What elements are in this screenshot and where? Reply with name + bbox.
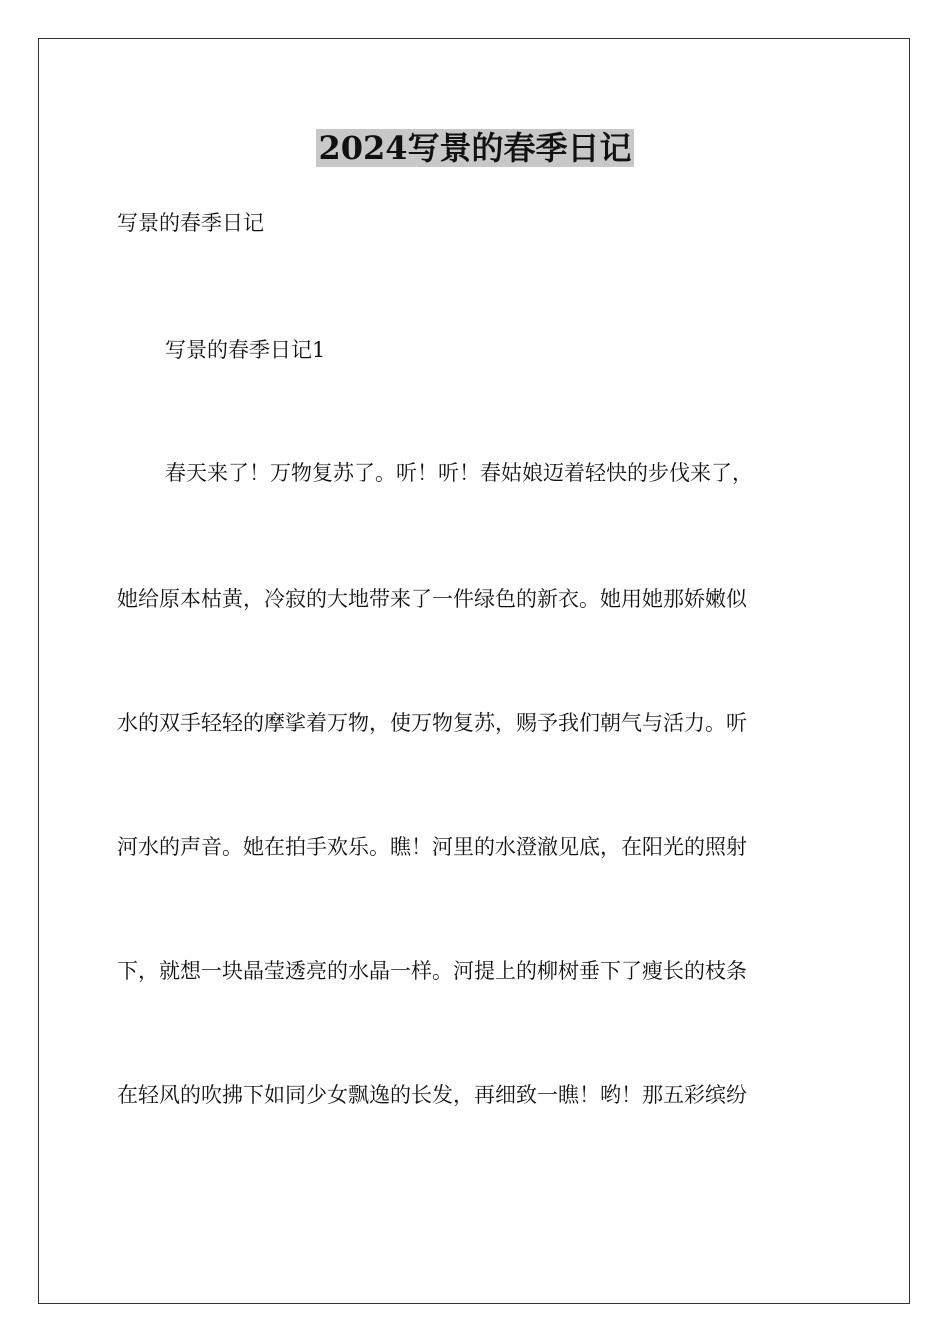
body-line: 春天来了！万物复苏了。听！听！春姑娘迈着轻快的步伐来了， xyxy=(165,461,753,485)
body-line: 在轻风的吹拂下如同少女飘逸的长发，再细致一瞧！哟！那五彩缤纷 xyxy=(117,1083,747,1107)
body-line: 河水的声音。她在拍手欢乐。瞧！河里的水澄澈见底，在阳光的照射 xyxy=(117,835,747,859)
body-line: 水的双手轻轻的摩挲着万物，使万物复苏，赐予我们朝气与活力。听 xyxy=(117,711,747,735)
document-title xyxy=(0,128,950,168)
document-title-text: 2024写景的春季日记 xyxy=(318,129,632,167)
document-subtitle: 写景的春季日记 xyxy=(117,211,264,235)
body-line: 她给原本枯黄，冷寂的大地带来了一件绿色的新衣。她用她那娇嫩似 xyxy=(117,587,747,611)
body-line: 下，就想一块晶莹透亮的水晶一样。河提上的柳树垂下了瘦长的枝条 xyxy=(117,959,747,983)
section-heading: 写景的春季日记1 xyxy=(165,338,326,362)
